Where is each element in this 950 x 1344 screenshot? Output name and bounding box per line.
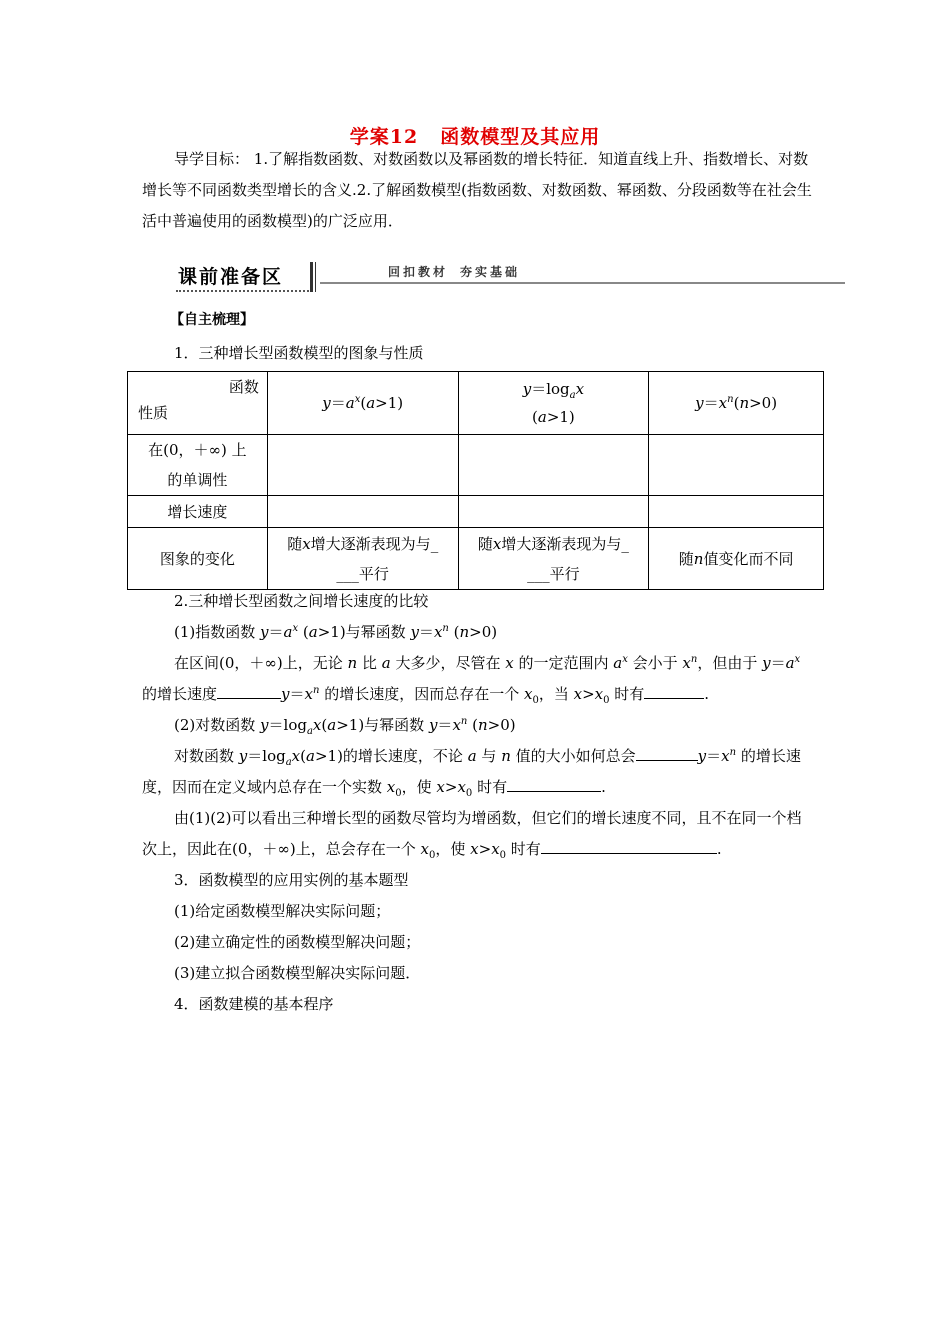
corner-top-label: 函数 [228,378,259,396]
item-2-conclusion: 由(1)(2)可以看出三种增长型的函数尽管均为增函数，但它们的增长速度不同，且不在同一个档次上，因此在(0，＋∞)上，总会存在一个 $x_0$，使 $x>x_0$ 时有 . [142,809,802,861]
goal-label: 导学目标： [174,150,250,168]
cell-blank[interactable] [458,435,649,496]
item-3-1: (1)给定函数模型解决实际问题； [174,902,391,920]
banner-divider [310,262,313,292]
blank[interactable] [507,773,601,792]
cell-blank[interactable] [649,435,824,496]
title-main: 函数模型及其应用 [440,126,601,148]
cell-blank[interactable] [458,496,649,528]
header-exponential: $y=a^x(a>1)$ [267,372,458,435]
item-2: 2.三种增长型函数之间增长速度的比较 [174,592,429,610]
row-label-monotonicity: 在(0，＋∞) 上的单调性 [128,435,268,496]
item-2-2-text: 对数函数 $y=\log_ax(a>1)$的增长速度，不论 a 与 n 值的大小如何总会 $y=x^n$ 的增长速度，因而在定义域内总存在一个实数 $x_0$，使 $x>x_0$ 时有 . [142,741,812,803]
item-3-3: (3)建立拟合函数模型解决实际问题． [174,964,421,982]
corner-bottom-label: 性质 [138,404,169,422]
blank[interactable] [644,680,704,699]
table-corner-cell [128,372,268,435]
item-1: 1．三种增长型函数模型的图象与性质 [174,344,424,362]
item-4: 4．函数建模的基本程序 [174,995,334,1013]
row-label-graph-change: 图象的变化 [128,528,268,590]
learning-goal [142,144,812,237]
item-3: 3．函数模型的应用实例的基本题型 [174,871,409,889]
banner-rule [320,282,845,284]
item-3-2: (2)建立确定性的函数模型解决问题； [174,933,421,951]
title-prefix: 学案12 [349,126,419,148]
blank[interactable] [541,835,717,854]
blank[interactable] [636,742,698,761]
banner-subtitle: 回扣教材 夯实基础 [388,265,521,279]
cell-blank[interactable] [649,496,824,528]
item-2-2: (2)对数函数 $y=\log_ax(a>1)$与幂函数 $y=x^n$ (n>0) [174,716,516,737]
cell-graph-power: 随n值变化而不同 [649,528,824,590]
properties-table [127,371,824,590]
row-label-growth-speed: 增长速度 [128,496,268,528]
cell-graph-exponential: 随x增大逐渐表现为与_ ___平行 [267,528,458,590]
section-heading: 【自主梳理】 [170,312,254,328]
section-banner [170,260,845,296]
banner-dotted-underline [176,290,312,292]
banner-title: 课前准备区 [178,266,284,288]
cell-graph-logarithmic: 随x增大逐渐表现为与_ ___平行 [458,528,649,590]
goal-text: 1.了解指数函数、对数函数以及幂函数的增长特征．知道直线上升、指数增长、对数增长等不同函数类型增长的含义.2.了解函数模型(指数函数、对数函数、幂函数、分段函数等在社会生活中普遍使用的函数模型)的广泛应用． [142,150,812,230]
cell-blank[interactable] [267,496,458,528]
item-2-1-text: 在区间(0，＋∞)上，无论 n 比 a 大多少，尽管在 x 的一定范围内 $a^x$ 会小于 $x^n$，但由于 $y=a^x$ 的增长速度 $y=x^n$ 的增长速度，因而总存在一个 $x_0$，当 $x>x_0$ 时有 . [142,654,801,706]
banner-divider-thin [315,262,316,292]
cell-blank[interactable] [267,435,458,496]
header-power: $y=x^n(n>0)$ [649,372,824,435]
header-logarithmic: $y=\log_ax$ (a>1) [458,372,649,435]
blank[interactable] [217,680,281,699]
item-2-1: (1)指数函数 $y=a^x$ (a>1)与幂函数 $y=x^n$ (n>0) [174,623,498,641]
